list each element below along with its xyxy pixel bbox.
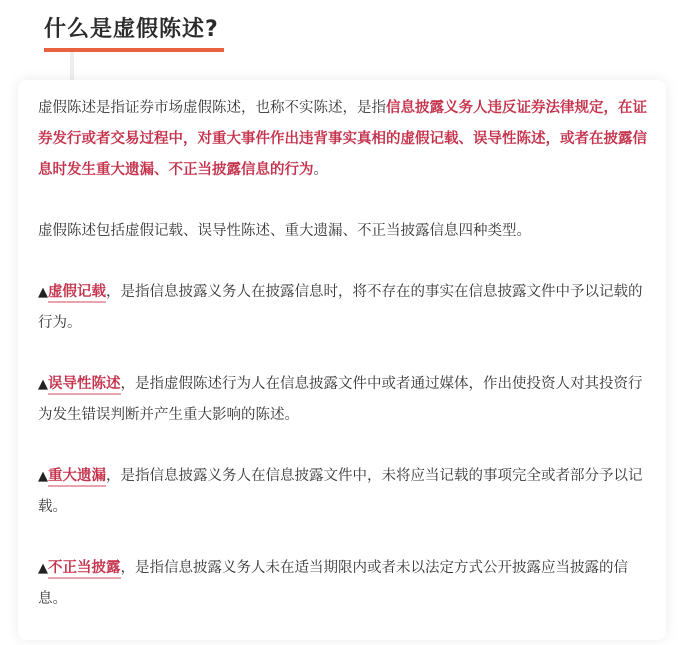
term-description: ，是指信息披露义务人未在适当期限内或者未以法定方式公开披露应当披露的信息。: [38, 560, 628, 607]
intro-end: 。: [313, 162, 328, 178]
triangle-icon: ▲: [38, 561, 48, 576]
term-label: 虚假记载: [48, 284, 106, 303]
intro-highlight: 信息披露义务人违反证券法律规定，在证券发行或者交易过程中，对重大事件作出违背事实真相的虚假记载、误导性陈述，或者在披露信息时发生重大遗漏、不正当披露信息的行为: [38, 100, 647, 178]
term-label: 重大遗漏: [48, 468, 106, 487]
definition-item: [38, 277, 650, 339]
intro-paragraph: [38, 93, 650, 186]
triangle-icon: ▲: [38, 377, 48, 392]
intro-text: 虚假陈述是指证券市场虚假陈述，也称不实陈述，是指: [38, 100, 386, 116]
term-label: 不正当披露: [48, 560, 121, 579]
definition-item: [38, 461, 650, 523]
triangle-icon: ▲: [38, 469, 48, 484]
decorative-rail: [70, 52, 74, 82]
types-paragraph: 虚假陈述包括虚假记载、误导性陈述、重大遗漏、不正当披露信息四种类型。: [38, 223, 531, 239]
article-body: [38, 93, 650, 645]
term-description: ，是指信息披露义务人在披露信息时，将不存在的事实在信息披露文件中予以记载的行为。: [38, 284, 643, 331]
definition-item: [38, 553, 650, 615]
definition-item: [38, 369, 650, 431]
page-title: 什么是虚假陈述?: [44, 17, 219, 42]
term-description: ，是指虚假陈述行为人在信息披露文件中或者通过媒体，作出使投资人对其投资行为发生错误判断并产生重大影响的陈述。: [38, 376, 643, 423]
triangle-icon: ▲: [38, 285, 48, 300]
term-label: 误导性陈述: [48, 376, 121, 395]
term-description: ，是指信息披露义务人在信息披露文件中，未将应当记载的事项完全或者部分予以记载。: [38, 468, 643, 515]
